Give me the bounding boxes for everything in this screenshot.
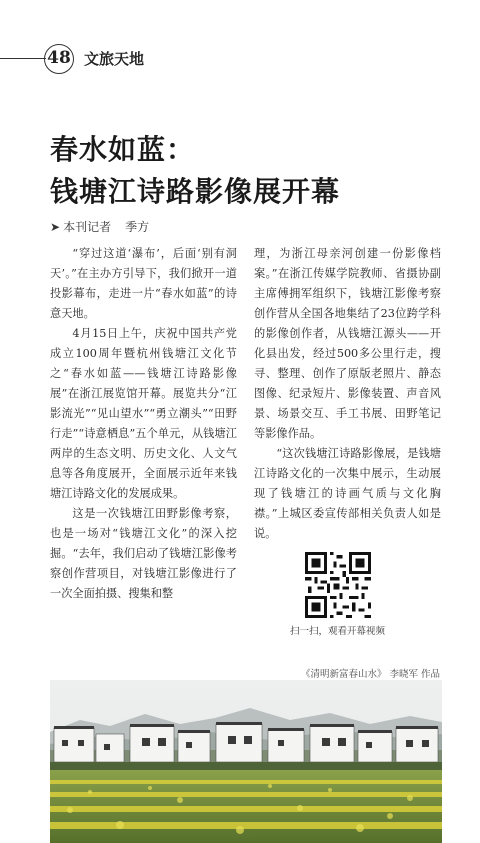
paragraph: 这是一次钱塘江田野影像考察，也是一场对“钱塘江文化”的深入挖掘。“去年，我们启动了钱塘江影像考察创作营项目，对钱塘江影像进行了一次全面拍摄、搜集和整 (50, 507, 237, 600)
article-column-left (50, 244, 237, 604)
article-column-right (254, 244, 441, 544)
paragraph: “这次钱塘江诗路影像展，是钱塘江诗路文化的一次集中展示，生动展现了钱塘江的诗画气质与文化胸襟。”上城区委宣传部相关负责人如是说。 (254, 447, 441, 540)
page-number: 48 (44, 44, 74, 74)
arrow-icon: ➤ (50, 220, 61, 234)
byline (50, 218, 149, 235)
landscape-photo (50, 680, 442, 843)
article-title-line2: 钱塘江诗路影像展开幕 (50, 175, 341, 208)
header-rule (0, 58, 46, 59)
photo-caption: 《清明新富春山水》 李晓军 作品 (300, 669, 440, 680)
qr-code-icon[interactable] (305, 552, 371, 618)
qr-caption: 扫一扫，观看开幕视频 (290, 626, 386, 637)
paragraph: 理，为浙江母亲河创建一份影像档案。”在浙江传媒学院教师、省摄协副主席傅拥军组织下，钱塘江影像考察创作营从全国各地集结了23位跨学科的影像创作者，从钱塘江源头——开化县出发，经过500多公里行走，搜寻、整理、创作了原版老照片、静态图像、纪录短片、影像装置、声音风景、场景交互、手工书展、田野笔记等影像作品。 (254, 247, 441, 440)
section-title: 文旅天地 (84, 50, 145, 68)
paragraph: “穿过这道‘瀑布’，后面‘别有洞天’。”在主办方引导下，我们掀开一道投影幕布，走进一片“春水如蓝”的诗意天地。 (50, 247, 237, 320)
byline-name: 季方 (125, 220, 150, 234)
byline-role: 本刊记者 (63, 220, 112, 234)
article-title-line1: 春水如蓝： (50, 133, 196, 166)
paragraph: 4月15日上午，庆祝中国共产党成立100周年暨杭州钱塘江文化节之“春水如蓝——钱塘江诗路影像展”在浙江展览馆开幕。展览共分“江影流光”“见山望水”“勇立潮头”“田野行走”“诗意栖息”五个单元，从钱塘江两岸的生态文明、历史文化、人文气息等各角度展开，全面展示近年来钱塘江诗路文化的发展成果。 (50, 327, 237, 500)
